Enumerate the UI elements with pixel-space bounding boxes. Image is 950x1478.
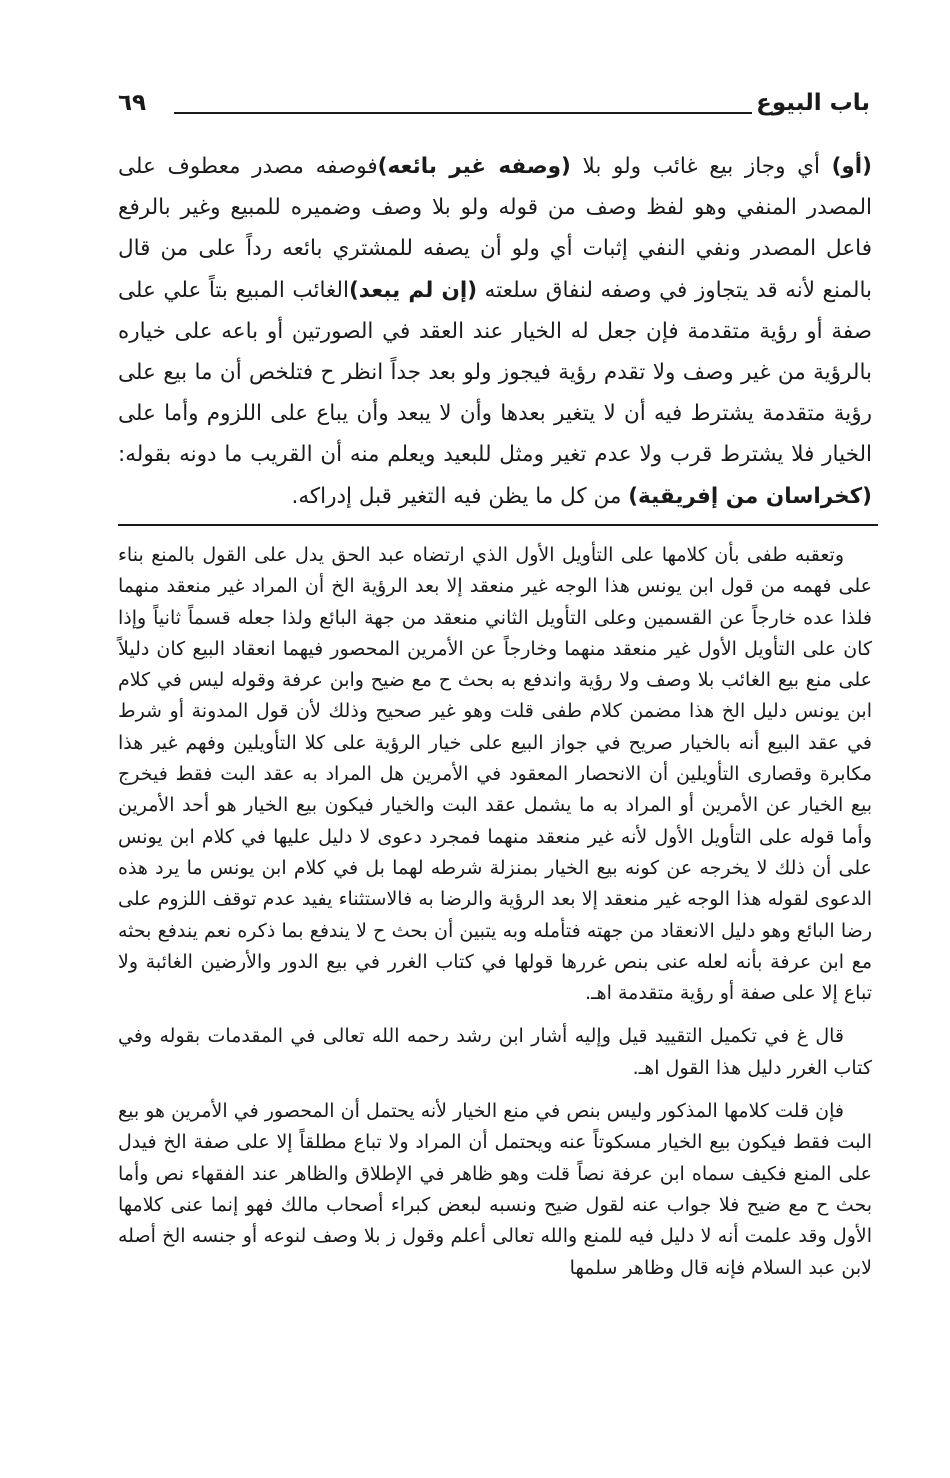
page-number: ٦٩ bbox=[118, 90, 147, 116]
bold-term: (كخراسان من إفريقية) bbox=[628, 483, 872, 509]
main-text-segment: من كل ما يظن فيه التغير قبل إدراكه. bbox=[291, 483, 629, 509]
bold-term: (إن لم يبعد) bbox=[348, 277, 478, 303]
footnotes bbox=[118, 540, 872, 1296]
header-rule bbox=[174, 112, 752, 114]
page-header bbox=[118, 88, 870, 124]
footnote-paragraph: فإن قلت كلامها المذكور وليس بنص في منع الخيار لأنه يحتمل أن المحصور في الأمرين هو بيع البت فقط فيكون بيع الخيار مسكوتاً عنه ويحتمل أن المراد ولا تباع مطلقاً إلا على صفة الخ فيدل على المنع فكيف سماه ابن عرفة نصاً قلت وهو ظاهر في الإطلاق والظاهر عند الفقهاء نص وأما بحث ح مع ضيح فلا جواب عنه لقول ضيح ونسبه لبعض كبراء أصحاب مالك فهو إنما عنى كلامها الأول وقد علمت أنه لا دليل فيه للمنع والله تعالى أعلم وقول ز بلا وصف لنوعه أو جنسه الخ أصله لابن عبد السلام فإنه قال وظاهر سلمها bbox=[118, 1100, 872, 1279]
running-title: باب البيوع bbox=[756, 90, 870, 116]
main-text-segment: أي وجاز بيع غائب ولو بلا bbox=[570, 154, 832, 179]
main-text-segment: الغائب المبيع بتاً علي على صفة أو رؤية متقدمة فإن جعل له الخيار عند العقد في الصورتين أو باعه على خياره بالرؤية من غير وصف ولا تقدم رؤية فيجوز ولو بعد جداً انظر ح فتلخص أن ما بيع على رؤية متقدمة يشترط فيه أن لا يتغير بعدها وأن لا يبعد وأن يباع على اللزوم وأما على الخيار فلا يشترط قرب ولا عدم تغير ومثل للبعيد ويعلم منه أن القريب ما دونه بقوله: bbox=[118, 277, 872, 468]
main-text-segment: فوصفه مصدر معطوف على المصدر المنفي وهو لفظ وصف من قوله ولو بلا وصف وضميره للمبيع وغير بالرفع فاعل المصدر ونفي النفي إثبات أي ولو أن يصفه للمشتري بائعه رداً على من قال بالمنع لأنه قد يتجاوز في وصفه لنفاق سلعته bbox=[118, 154, 873, 303]
bold-term: (وصفه غير بائعه) bbox=[377, 154, 571, 179]
footnote-paragraph: وتعقبه طفى بأن كلامها على التأويل الأول الذي ارتضاه عبد الحق يدل على القول بالمنع بناء على فهمه من قول ابن يونس هذا الوجه غير منعقد إلا بعد الرؤية الخ أن المراد غير منعقد منهما فلذا عده خارجاً عن القسمين وعلى التأويل الثاني منعقد من جهة البائع ولذا جعله قسماً ثانياً وإذا كان على التأويل الأول غير منعقد منهما وخارجاً عن الأمرين المحصور فيهما انعقاد البيع كان دليلاً على منع بيع الغائب بلا وصف ولا رؤية واندفع به بحث ح مع ضيح وابن عرفة وقوله ليس في كلام ابن يونس دليل الخ هذا مضمن كلام طفى قلت وهو غير صحيح وذلك لأن قول المدونة أو شرط في عقد البيع أنه بالخيار صريح في جواز البيع على خيار الرؤية على كلا التأويلين وفهم غير هذا مكابرة وقصارى التأويلين أن الانحصار المعقود في الأمرين هل المراد به عقد البت فقط فيخرج بيع الخيار عن الأمرين أو المراد به ما يشمل عقد البت والخيار فيكون بيع الخيار هو أحد الأمرين وأما قوله على التأويل الأول لأنه غير منعقد منهما فمجرد دعوى لا دليل عليها في كلام ابن يونس على أن ذلك لا يخرجه عن كونه بيع الخيار بمنزلة شرطه لهما بل في كلام ابن يونس ما يرد هذه الدعوى لقوله هذا الوجه غير منعقد إلا بعد الرؤية والرضا به فالاستثناء يفيد عدم توقف اللزوم على رضا البائع وهو دليل الانعقاد من جهته فتأمله وبه يتبين أن بحث ح لا يندفع بما ذكره نعم يندفع بحثه مع ابن عرفة بأنه لعله عنى بنص غررها قولها في كتاب الغرر في بيع الدور والأرضين الغائبة ولا تباع إلا على صفة أو رؤية متقدمة اهـ. bbox=[118, 544, 872, 1005]
footnote-paragraph: قال غ في تكميل التقييد قيل وإليه أشار ابن رشد رحمه الله تعالى في المقدمات بقوله وفي كتاب الغرر دليل هذا القول اهـ. bbox=[118, 1025, 872, 1079]
footnote-divider bbox=[118, 524, 878, 526]
bold-term: (أو) bbox=[831, 154, 872, 179]
main-text bbox=[118, 146, 872, 517]
